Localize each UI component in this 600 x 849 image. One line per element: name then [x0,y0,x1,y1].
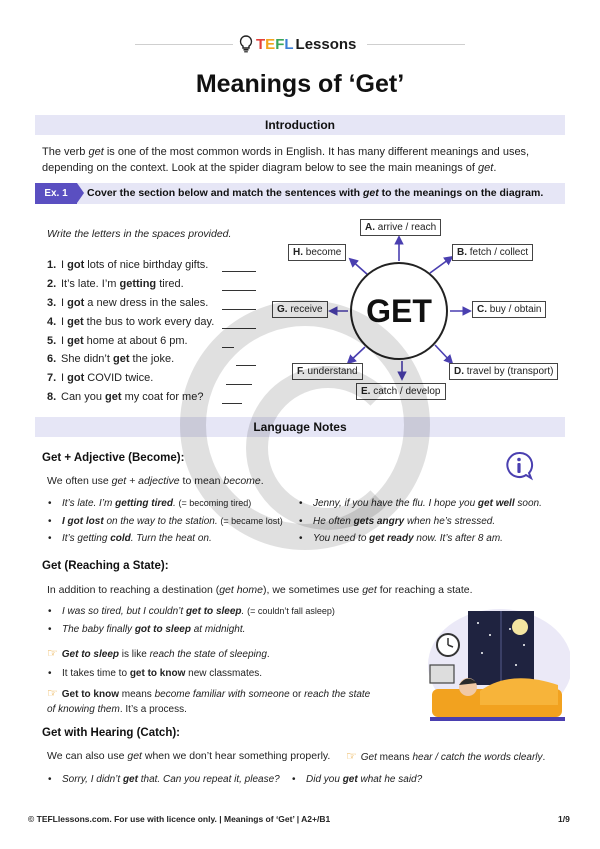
state-heading: Get (Reaching a State): [42,560,169,572]
exercise-bar [35,183,565,204]
brand-letter: E [265,35,276,53]
header-rule-right [367,44,465,45]
intro-paragraph: The verb get is one of the most common words in English. It has many different meanings and uses, depending on the context. Look at the spider diagram below to see the main meanings of get. [42,146,530,174]
meaning-box-b: B. fetch / collect [452,244,533,261]
meaning-box-h: H. become [288,244,346,261]
answer-blank[interactable] [222,403,242,404]
state-bullet-2: • The baby finally got to sleep at midnight. [62,624,245,635]
lightbulb-icon [238,35,254,53]
sentence-number: 6. [47,353,57,365]
adj-example-left: • I got lost on the way to the station. (= became lost) [62,516,283,527]
brand-logo [238,34,362,54]
page-title: Meanings of ‘Get’ [195,70,405,98]
state-point-1: ☞ Get to sleep is like reach the state of sleeping. [47,646,270,660]
sentence-number: 8. [47,391,57,403]
pointing-hand-icon: ☞ [346,749,357,763]
hearing-heading: Get with Hearing (Catch): [42,727,181,739]
state-bullet-3: • It takes time to get to know new classmates. [62,668,262,679]
state-bullet-1: • I was so tired, but I couldn’t get to sleep. (= couldn’t fall asleep) [62,606,335,617]
exercise-subinstruction: Write the letters in the spaces provided. [47,228,232,240]
arrow-d [435,345,452,363]
brand-letter: L [284,35,294,53]
arrow-f [348,347,365,363]
adj-example-left: • It’s getting cold. Turn the heat on. [62,533,212,544]
brand-letter: T [256,35,266,53]
notes-heading: Language Notes [35,417,565,437]
sentence-number: 5. [47,335,57,347]
arrow-b [430,257,452,273]
meaning-box-g: G. receive [272,301,328,318]
sentence-number: 4. [47,316,57,328]
brand-tefl [256,36,294,53]
exercise-sentence: 2. It’s late. I’m getting tired. [47,278,184,290]
exercise-sentence: 5. I get home at about 6 pm. [47,335,188,347]
meaning-box-e: E. catch / develop [356,383,446,400]
pointing-hand-icon: ☞ [47,686,58,700]
exercise-sentence: 3. I got a new dress in the sales. [47,297,209,309]
hearing-intro: We can also use get when we don’t hear something properly. [47,750,331,762]
answer-blank[interactable] [222,271,256,272]
arrow-h [350,259,368,275]
hearing-note: ☞ Get means hear / catch the words clearly. [346,749,546,763]
pointing-hand-icon: ☞ [47,646,58,660]
state-intro: In addition to reaching a destination (get home), we sometimes use get for reaching a state. [47,584,473,596]
sentence-number: 3. [47,297,57,309]
spider-hub: GET [350,262,448,360]
exercise-badge: Ex. 1 [35,183,77,204]
answer-blank[interactable] [226,384,252,385]
exercise-sentence: 4. I get the bus to work every day. [47,316,215,328]
adj-example-right: • Jenny, if you have the flu. I hope you get well soon. [313,498,542,509]
answer-blank[interactable] [222,328,256,329]
meaning-box-f: F. understand [292,363,363,380]
exercise-sentence: 7. I got COVID twice. [47,372,154,384]
answer-blank[interactable] [222,309,256,310]
state-point-2: ☞ Get to know means become familiar with someone or reach the state of knowing them. It’s a process. [47,686,371,715]
meaning-box-d: D. travel by (transport) [449,363,558,380]
answer-blank[interactable] [236,365,256,366]
meaning-box-c: C. buy / obtain [472,301,546,318]
adj-intro: We often use get + adjective to mean become. [47,475,264,487]
adj-example-right: • He often gets angry when he’s stressed. [313,516,495,527]
adj-example-right: • You need to get ready now. It’s after 8 am. [313,533,503,544]
exercise-sentence: 8. Can you get my coat for me? [47,391,204,403]
sentence-number: 7. [47,372,57,384]
hearing-bullet-1: • Sorry, I didn’t get that. Can you repeat it, please? [62,774,280,785]
adj-heading: Get + Adjective (Become): [42,452,185,464]
sleeping-illustration [420,605,570,725]
exercise-sentence: 1. I got lots of nice birthday gifts. [47,259,209,271]
sentence-number: 1. [47,259,57,271]
hearing-bullet-2: • Did you get what he said? [306,774,422,785]
brand-letter: F [275,35,285,53]
brand-lessons: Lessons [295,35,357,53]
adj-example-left: • It’s late. I’m getting tired. (= becoming tired) [62,498,251,509]
exercise-sentence: 6. She didn’t get the joke. [47,353,175,365]
info-icon [503,450,535,482]
answer-blank[interactable] [222,347,234,348]
meaning-box-a: A. arrive / reach [360,219,441,236]
answer-blank[interactable] [222,290,256,291]
intro-heading: Introduction [35,115,565,135]
header-rule-left [135,44,233,45]
exercise-instruction: Cover the section below and match the sentences with get to the meanings on the diagram. [87,187,544,199]
footer-copyright: © TEFLlessons.com. For use with licence only. | Meanings of ‘Get’ | A2+/B1 [28,814,331,824]
footer-page-number: 1/9 [558,814,570,824]
sentence-number: 2. [47,278,57,290]
